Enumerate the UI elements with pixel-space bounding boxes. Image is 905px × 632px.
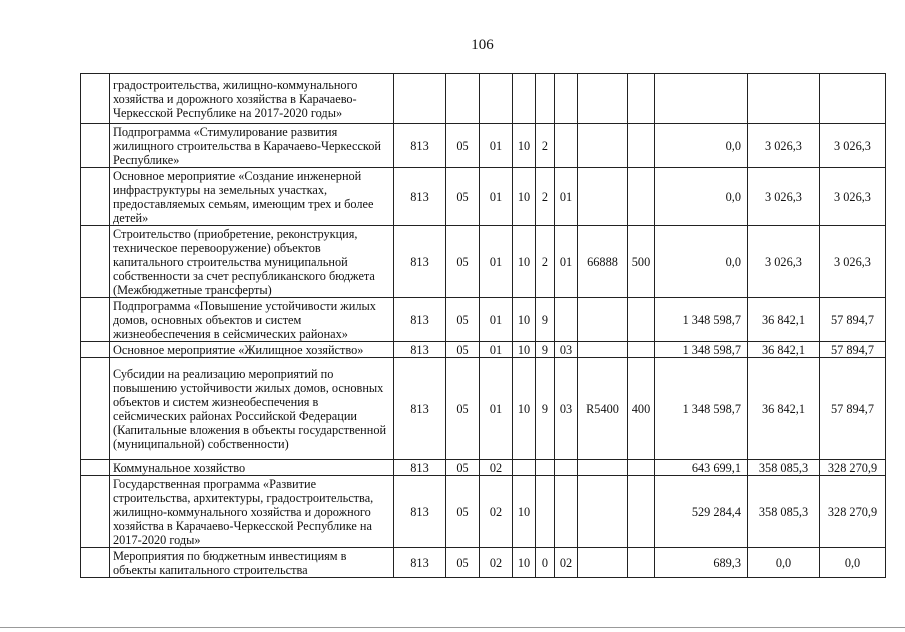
code-expense-type xyxy=(628,342,655,358)
code-activity: 03 xyxy=(555,358,578,460)
code-direction xyxy=(578,476,628,548)
table-body xyxy=(81,74,886,578)
code-expense-type xyxy=(628,460,655,476)
code-program: 10 xyxy=(513,124,536,168)
amount-2020: 57 894,7 xyxy=(820,342,886,358)
amount-2020: 3 026,3 xyxy=(820,124,886,168)
amount-2018: 0,0 xyxy=(655,226,748,298)
code-subprogram xyxy=(536,476,555,548)
code-program: 10 xyxy=(513,342,536,358)
code-admin: 813 xyxy=(394,298,446,342)
code-subsection: 01 xyxy=(480,298,513,342)
amount-2019: 3 026,3 xyxy=(748,124,820,168)
code-direction xyxy=(578,124,628,168)
code-subsection: 01 xyxy=(480,358,513,460)
amount-2019: 3 026,3 xyxy=(748,168,820,226)
code-admin: 813 xyxy=(394,548,446,578)
amount-2019: 0,0 xyxy=(748,548,820,578)
code-admin xyxy=(394,74,446,124)
amount-2018: 0,0 xyxy=(655,124,748,168)
code-section: 05 xyxy=(446,358,480,460)
code-subprogram: 0 xyxy=(536,548,555,578)
code-subsection: 01 xyxy=(480,168,513,226)
item-name: Коммунальное хозяйство xyxy=(110,460,394,476)
code-direction: 66888 xyxy=(578,226,628,298)
code-expense-type: 400 xyxy=(628,358,655,460)
code-section: 05 xyxy=(446,298,480,342)
code-subsection xyxy=(480,74,513,124)
code-subsection: 01 xyxy=(480,124,513,168)
item-name: Подпрограмма «Стимулирование развития жилищного строительства в Карачаево-Черкесской Республике» xyxy=(110,124,394,168)
code-section: 05 xyxy=(446,168,480,226)
code-subprogram xyxy=(536,74,555,124)
code-subprogram: 9 xyxy=(536,342,555,358)
code-section: 05 xyxy=(446,460,480,476)
code-program: 10 xyxy=(513,298,536,342)
code-expense-type xyxy=(628,74,655,124)
code-subsection: 02 xyxy=(480,460,513,476)
code-admin: 813 xyxy=(394,342,446,358)
code-subprogram: 2 xyxy=(536,168,555,226)
code-expense-type xyxy=(628,476,655,548)
item-name: Строительство (приобретение, реконструкция, техническое перевооружение) объектов капитального строительства муниципальной собственности за счет республиканского бюджета (Межбюджетные трансферты) xyxy=(110,226,394,298)
code-section: 05 xyxy=(446,476,480,548)
page-edge-line xyxy=(0,627,905,628)
code-expense-type xyxy=(628,548,655,578)
code-subprogram: 2 xyxy=(536,226,555,298)
code-admin: 813 xyxy=(394,226,446,298)
amount-2020 xyxy=(820,74,886,124)
code-program: 10 xyxy=(513,168,536,226)
amount-2019: 36 842,1 xyxy=(748,358,820,460)
code-activity xyxy=(555,476,578,548)
amount-2020: 3 026,3 xyxy=(820,168,886,226)
blank-cell xyxy=(81,342,110,358)
blank-cell xyxy=(81,460,110,476)
code-subsection: 02 xyxy=(480,476,513,548)
code-activity: 01 xyxy=(555,226,578,298)
budget-table xyxy=(80,73,886,578)
amount-2018 xyxy=(655,74,748,124)
code-section: 05 xyxy=(446,226,480,298)
table-row xyxy=(81,74,886,124)
amount-2018: 643 699,1 xyxy=(655,460,748,476)
code-program xyxy=(513,74,536,124)
item-name: Подпрограмма «Повышение устойчивости жилых домов, основных объектов и систем жизнеобеспечения в сейсмических районах» xyxy=(110,298,394,342)
code-direction xyxy=(578,168,628,226)
amount-2020: 0,0 xyxy=(820,548,886,578)
code-section: 05 xyxy=(446,124,480,168)
table-row xyxy=(81,358,886,460)
code-activity xyxy=(555,74,578,124)
blank-cell xyxy=(81,226,110,298)
code-direction xyxy=(578,460,628,476)
amount-2020: 57 894,7 xyxy=(820,298,886,342)
table-row xyxy=(81,342,886,358)
code-direction: R5400 xyxy=(578,358,628,460)
amount-2018: 0,0 xyxy=(655,168,748,226)
table-row xyxy=(81,124,886,168)
code-expense-type: 500 xyxy=(628,226,655,298)
code-subprogram: 9 xyxy=(536,298,555,342)
code-program: 10 xyxy=(513,548,536,578)
code-subprogram: 9 xyxy=(536,358,555,460)
code-program: 10 xyxy=(513,358,536,460)
code-direction xyxy=(578,548,628,578)
amount-2019: 36 842,1 xyxy=(748,342,820,358)
blank-cell xyxy=(81,168,110,226)
code-admin: 813 xyxy=(394,460,446,476)
amount-2018: 1 348 598,7 xyxy=(655,358,748,460)
amount-2019: 3 026,3 xyxy=(748,226,820,298)
code-expense-type xyxy=(628,168,655,226)
code-activity xyxy=(555,298,578,342)
page-number: 106 xyxy=(471,37,494,53)
table-row xyxy=(81,298,886,342)
amount-2020: 3 026,3 xyxy=(820,226,886,298)
table-row xyxy=(81,476,886,548)
amount-2018: 1 348 598,7 xyxy=(655,298,748,342)
amount-2018: 689,3 xyxy=(655,548,748,578)
table-row xyxy=(81,460,886,476)
amount-2018: 529 284,4 xyxy=(655,476,748,548)
item-name: Мероприятия по бюджетным инвестициям в объекты капитального строительства xyxy=(110,548,394,578)
amount-2020: 328 270,9 xyxy=(820,460,886,476)
item-name: градостроительства, жилищно-коммунального хозяйства и дорожного хозяйства в Карачаево-Черкесской Республике на 2017-2020 годы» xyxy=(110,74,394,124)
code-activity: 03 xyxy=(555,342,578,358)
code-expense-type xyxy=(628,298,655,342)
code-expense-type xyxy=(628,124,655,168)
code-subsection: 01 xyxy=(480,342,513,358)
amount-2019: 358 085,3 xyxy=(748,460,820,476)
code-subprogram xyxy=(536,460,555,476)
amount-2019: 358 085,3 xyxy=(748,476,820,548)
item-name: Основное мероприятие «Жилищное хозяйство» xyxy=(110,342,394,358)
code-section xyxy=(446,74,480,124)
blank-cell xyxy=(81,358,110,460)
code-admin: 813 xyxy=(394,358,446,460)
code-admin: 813 xyxy=(394,168,446,226)
blank-cell xyxy=(81,298,110,342)
blank-cell xyxy=(81,74,110,124)
code-direction xyxy=(578,342,628,358)
blank-cell xyxy=(81,476,110,548)
amount-2019: 36 842,1 xyxy=(748,298,820,342)
amount-2018: 1 348 598,7 xyxy=(655,342,748,358)
code-program xyxy=(513,460,536,476)
code-subprogram: 2 xyxy=(536,124,555,168)
amount-2019 xyxy=(748,74,820,124)
blank-cell xyxy=(81,548,110,578)
code-section: 05 xyxy=(446,342,480,358)
code-program: 10 xyxy=(513,476,536,548)
code-direction xyxy=(578,298,628,342)
table-row xyxy=(81,168,886,226)
code-section: 05 xyxy=(446,548,480,578)
table-row xyxy=(81,226,886,298)
code-activity xyxy=(555,124,578,168)
code-admin: 813 xyxy=(394,476,446,548)
code-activity: 01 xyxy=(555,168,578,226)
table-row xyxy=(81,548,886,578)
code-subsection: 01 xyxy=(480,226,513,298)
item-name: Основное мероприятие «Создание инженерной инфраструктуры на земельных участках, предоставляемых семьям, имеющим трех и более детей» xyxy=(110,168,394,226)
item-name: Субсидии на реализацию мероприятий по повышению устойчивости жилых домов, основных объектов и систем жизнеобеспечения в сейсмических районах Российской Федерации (Капитальные вложения в объекты государственной (муниципальной) собственности) xyxy=(110,358,394,460)
code-admin: 813 xyxy=(394,124,446,168)
item-name: Государственная программа «Развитие строительства, архитектуры, градостроительства, жилищно-коммунального хозяйства и дорожного хозяйства в Карачаево-Черкесской Республике на 2017-2020 годы» xyxy=(110,476,394,548)
code-direction xyxy=(578,74,628,124)
amount-2020: 328 270,9 xyxy=(820,476,886,548)
blank-cell xyxy=(81,124,110,168)
amount-2020: 57 894,7 xyxy=(820,358,886,460)
code-activity: 02 xyxy=(555,548,578,578)
code-subsection: 02 xyxy=(480,548,513,578)
code-activity xyxy=(555,460,578,476)
code-program: 10 xyxy=(513,226,536,298)
